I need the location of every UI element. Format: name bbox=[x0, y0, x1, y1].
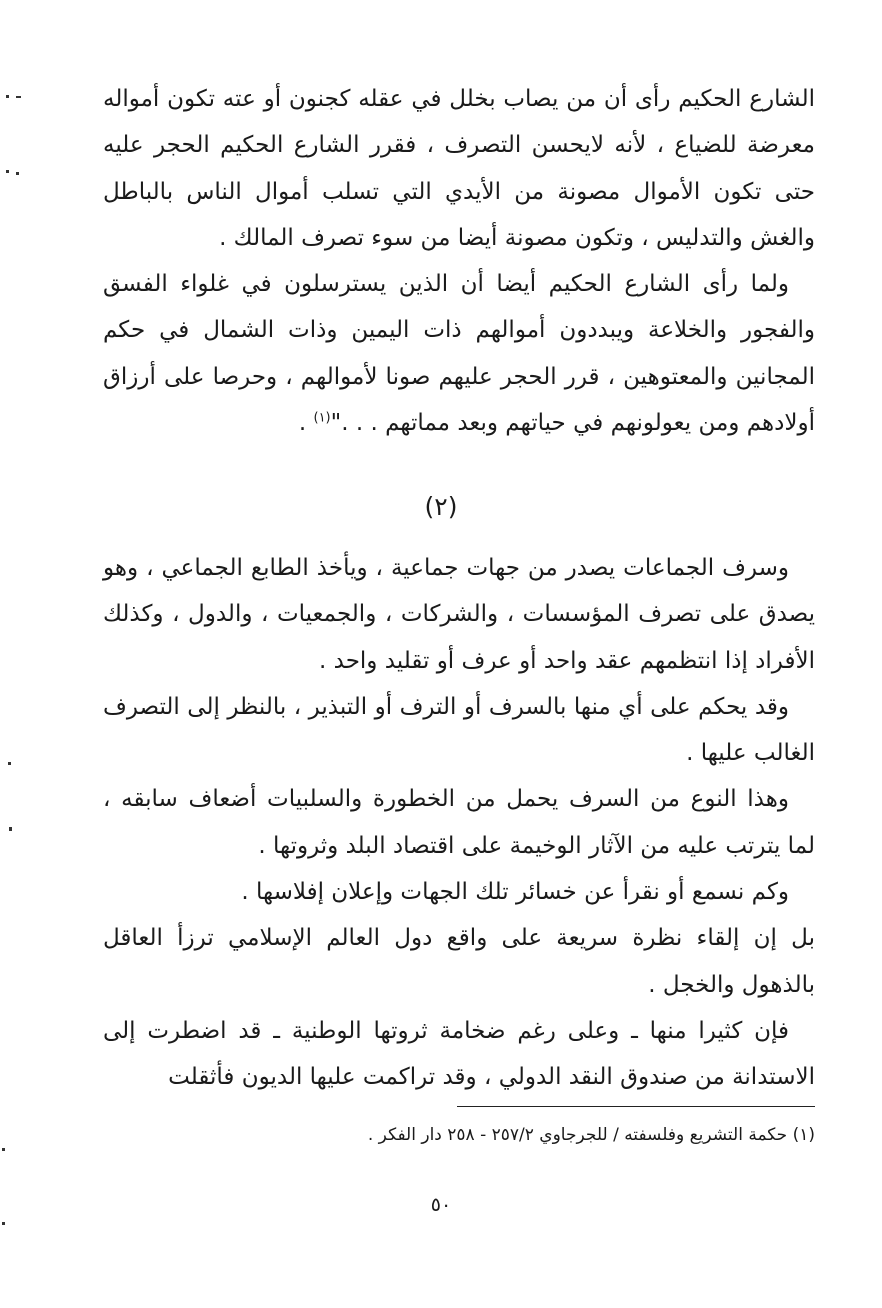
scan-mark bbox=[2, 1222, 5, 1225]
paragraph-text: ولما رأى الشارع الحكيم أيضا أن الذين يسترسلون في غلواء الفسق والفجور والخلاعة ويبددون أموالهم ذات اليمين وذات الشمال في حكم المجانين والمعتوهين ، قرر الحجر عليهم صونا لأموالهم ، وحرصا على أرزاق أولادهم ومن يعولونهم في حياتهم وبعد مماتهم . . ." bbox=[103, 271, 815, 437]
scan-mark bbox=[8, 762, 11, 765]
scan-mark bbox=[16, 96, 21, 98]
scan-mark bbox=[6, 95, 9, 98]
paragraph-end: . bbox=[298, 410, 314, 437]
footnote-divider bbox=[457, 1106, 815, 1107]
page-number: ٥٠ bbox=[430, 1194, 452, 1216]
section-number: (٢) bbox=[424, 492, 458, 521]
paragraph: فإن كثيرا منها ـ وعلى رغم ضخامة ثروتها الوطنية ـ قد اضطرت إلى الاستدانة من صندوق النقد الدولي ، وقد تراكمت عليها الديون فأثقلت bbox=[103, 1017, 815, 1091]
paragraph: وسرف الجماعات يصدر من جهات جماعية ، ويأخذ الطابع الجماعي ، وهو يصدق على تصرف المؤسسات ، والشركات ، والجمعيات ، والدول ، وكذلك الأفراد إذا انتظمهم عقد واحد أو عرف أو تقليد واحد . bbox=[103, 555, 815, 674]
footnote: (١) حكمة التشريع وفلسفته / للجرجاوي ٢٥٧/٢ - ٢٥٨ دار الفكر . bbox=[367, 1125, 815, 1145]
paragraph: وقد يحكم على أي منها بالسرف أو الترف أو التبذير ، بالنظر إلى التصرف الغالب عليها . bbox=[103, 693, 815, 767]
scan-mark bbox=[2, 1148, 5, 1151]
paragraph: وكم نسمع أو نقرأ عن خسائر تلك الجهات وإعلان إفلاسها . bbox=[241, 879, 789, 906]
paragraph bbox=[103, 261, 815, 446]
paragraph: وهذا النوع من السرف يحمل من الخطورة والسلبيات أضعاف سابقه ، لما يترتب عليه من الآثار الوخيمة على اقتصاد البلد وثروتها . bbox=[103, 786, 815, 859]
scan-mark bbox=[6, 170, 9, 173]
footnote-reference: (١) bbox=[313, 410, 331, 426]
paragraph: بل إن إلقاء نظرة سريعة على واقع دول العالم الإسلامي ترزأ العاقل بالذهول والخجل . bbox=[103, 925, 815, 998]
upper-text-block bbox=[103, 76, 815, 446]
scan-mark bbox=[16, 172, 19, 175]
lower-text-block bbox=[103, 545, 815, 1101]
paragraph: الشارع الحكيم رأى أن من يصاب بخلل في عقله كجنون أو عته تكون أمواله معرضة للضياع ، لأنه لايحسن التصرف ، فقرر الشارع الحكيم الحجر عليه حتى تكون الأموال مصونة من الأيدي التي تسلب أموال الناس بالباطل والغش والتدليس ، وتكون مصونة أيضا من سوء تصرف المالك . bbox=[103, 86, 815, 251]
scan-mark bbox=[9, 827, 12, 831]
